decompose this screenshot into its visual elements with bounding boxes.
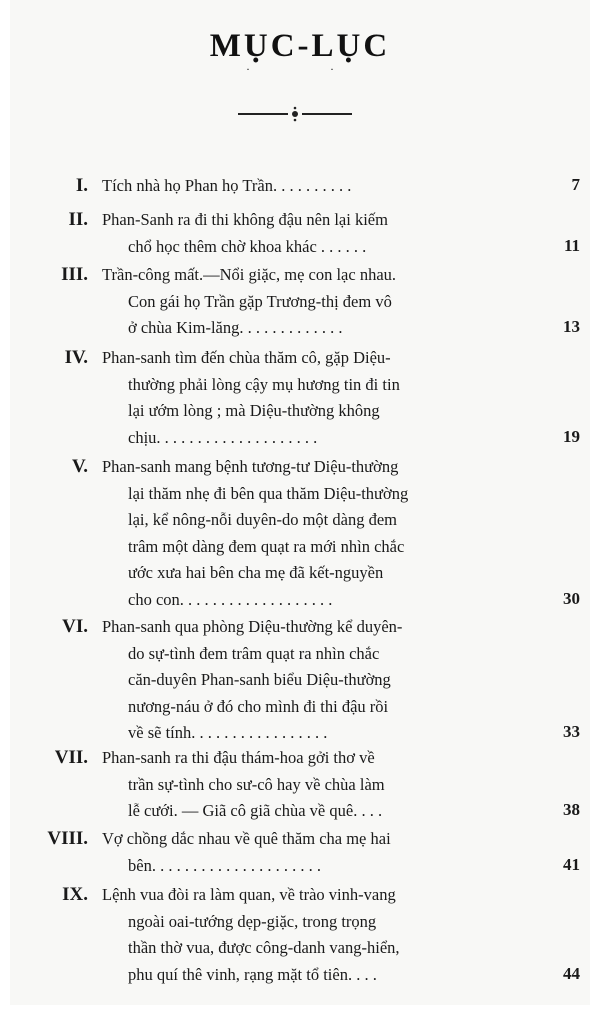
chapter-title-line: thường phải lòng cậy mụ hương tin đi tin bbox=[128, 374, 400, 394]
chapter-title-line: về sẽ tính. . . . . . . . . . . . . . . . . bbox=[128, 723, 328, 742]
page-number: 13 bbox=[563, 317, 580, 336]
chapter-title-line: phu quí thê vinh, rạng mặt tổ tiên. . . . bbox=[128, 964, 377, 984]
chapter-title bbox=[102, 262, 502, 342]
page-number: 33 bbox=[563, 722, 580, 741]
chapter-title bbox=[102, 826, 502, 879]
chapter-number: IX. bbox=[62, 884, 88, 905]
page-number: 44 bbox=[563, 963, 580, 983]
chapter-title-line: căn-duyên Phan-sanh biểu Diệu-thường bbox=[128, 670, 391, 689]
chapter-title-line: Lệnh vua đòi ra làm quan, về trào vinh-vang bbox=[102, 885, 396, 904]
chapter-title-line: Tích nhà họ Phan họ Trần. . . . . . . . . . bbox=[102, 176, 352, 195]
chapter-title-line: lại ướm lòng ; mà Diệu-thường không bbox=[128, 401, 380, 420]
chapter-title-line: chịu. . . . . . . . . . . . . . . . . . . . bbox=[128, 427, 318, 447]
chapter-title-line: ngoài oai-tướng dẹp-giặc, trong trọng bbox=[128, 911, 377, 931]
chapter-title-line: Con gái họ Trần gặp Trương-thị đem vô bbox=[128, 291, 392, 311]
chapter-number: I. bbox=[75, 175, 88, 196]
page-number: 41 bbox=[563, 854, 580, 874]
chapter-title-line: lễ cưới. — Giã cô giã chùa về quê. . . . bbox=[128, 801, 383, 820]
page-number: 19 bbox=[563, 426, 580, 446]
chapter-title-line: Phan-sanh mang bệnh tương-tư Diệu-thường bbox=[102, 457, 399, 476]
chapter-title-line: Phan-sanh ra thi đậu thám-hoa gởi thơ về bbox=[102, 748, 375, 767]
page-number: 38 bbox=[563, 800, 580, 819]
chapter-title-line: bên. . . . . . . . . . . . . . . . . . . . . bbox=[128, 855, 321, 875]
chapter-title-line: ở chùa Kim-lăng. . . . . . . . . . . . . bbox=[128, 318, 343, 337]
chapter-title-line: ước xưa hai bên cha mẹ đã kết-nguyền bbox=[128, 563, 384, 582]
chapter-title-line: nương-náu ở đó cho mình đi thi đậu rồi bbox=[128, 696, 389, 716]
page-number: 7 bbox=[571, 175, 580, 194]
chapter-title-line: Phan-sanh tìm đến chùa thăm cô, gặp Diệu- bbox=[102, 348, 391, 367]
chapter-title-line: chổ học thêm chờ khoa khác . . . . . . bbox=[128, 236, 367, 256]
chapter-title-line: Trần-công mất.—Nổi giặc, mẹ con lạc nhau. bbox=[102, 265, 397, 284]
chapter-title-line: Phan-Sanh ra đi thi không đậu nên lại kiếm bbox=[102, 210, 388, 229]
chapter-title-line: Phan-sanh qua phòng Diệu-thường kể duyên- bbox=[102, 617, 403, 636]
title-diacritic-dots: ·· bbox=[246, 62, 414, 76]
page-number: 30 bbox=[563, 588, 580, 608]
chapter-title-line: lại, kể nông-nỗi duyên-do một dàng đem bbox=[128, 510, 397, 529]
chapter-title-line: trần sự-tình cho sư-cô hay về chùa làm bbox=[128, 774, 385, 794]
chapter-number: IV. bbox=[64, 347, 88, 368]
page-number: 11 bbox=[563, 235, 580, 255]
chapter-number: II. bbox=[68, 209, 88, 230]
chapter-title bbox=[102, 173, 502, 200]
chapter-number: VII. bbox=[54, 747, 88, 768]
chapter-title bbox=[102, 882, 502, 988]
chapter-number: III. bbox=[61, 264, 88, 285]
chapter-title-line: do sự-tình đem trâm quạt ra nhìn chắc bbox=[128, 643, 380, 663]
chapter-title-line: cho con. . . . . . . . . . . . . . . . . . . bbox=[128, 589, 333, 609]
chapter-title-line: trâm một dàng đem quạt ra mới nhìn chắc bbox=[128, 536, 405, 556]
chapter-title bbox=[102, 745, 502, 825]
divider-ornament bbox=[230, 106, 360, 122]
chapter-number: V. bbox=[71, 456, 88, 477]
book-page bbox=[10, 0, 590, 1005]
chapter-number: VIII. bbox=[47, 828, 88, 849]
chapter-title bbox=[102, 454, 502, 613]
chapter-title bbox=[102, 207, 502, 260]
chapter-title bbox=[102, 345, 502, 451]
chapter-title-line: thần thờ vua, được công-danh vang-hiển, bbox=[128, 938, 400, 957]
chapter-title bbox=[102, 614, 502, 747]
chapter-number: VI. bbox=[62, 616, 88, 637]
chapter-title-line: Vợ chồng dắc nhau về quê thăm cha mẹ hai bbox=[102, 829, 391, 848]
page-title: MỤC-LỤC bbox=[209, 28, 391, 64]
chapter-title-line: lại thăm nhẹ đi bên qua thăm Diệu-thường bbox=[128, 483, 409, 503]
